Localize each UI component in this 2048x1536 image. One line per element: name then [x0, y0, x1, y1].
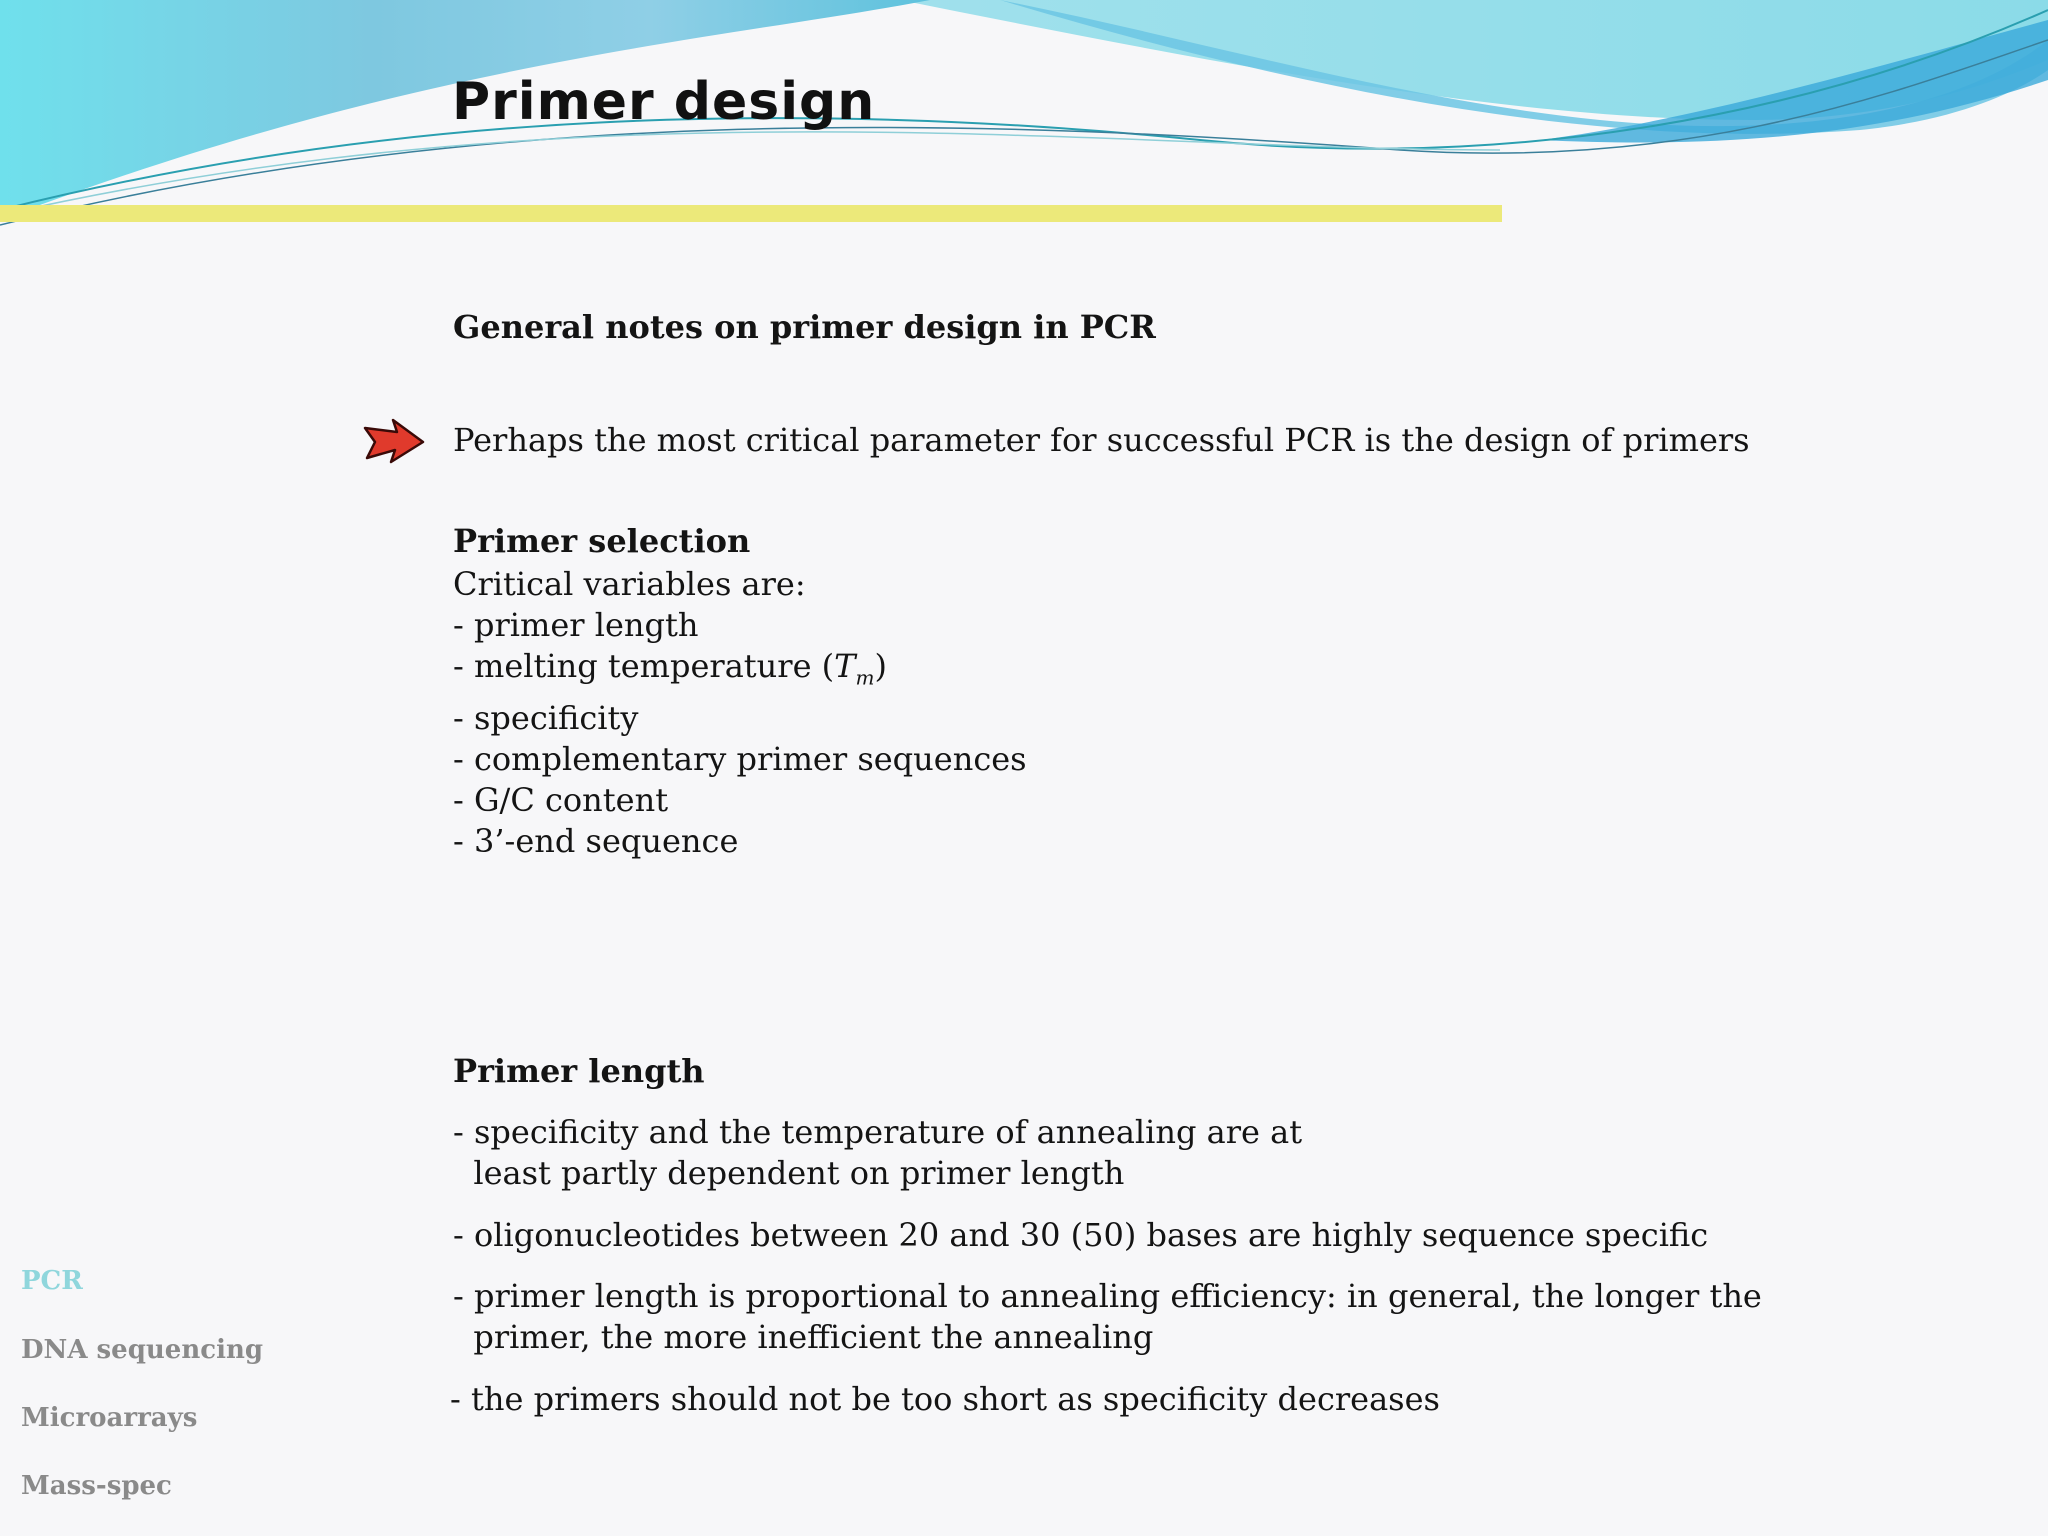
- slide-title: Primer design: [452, 72, 876, 132]
- primer-selection-list: [453, 564, 1027, 862]
- selection-intro: Critical variables are:: [453, 565, 806, 603]
- primer-length-point: - primer length is proportional to annealing efficiency: in general, the longer the primer, the more inefficient the annealing: [453, 1277, 1762, 1356]
- section-heading: General notes on primer design in PCR: [453, 308, 1156, 346]
- header-wave-banner: [0, 0, 2048, 240]
- primer-length-point: - oligonucleotides between 20 and 30 (50) bases are highly sequence specific: [453, 1216, 1709, 1254]
- nav-item-dna-sequencing[interactable]: DNA sequencing: [21, 1335, 264, 1365]
- primer-selection-heading: Primer selection: [453, 522, 751, 560]
- arrow-icon: [363, 418, 425, 464]
- primer-length-point: - the primers should not be too short as specificity decreases: [450, 1380, 1440, 1418]
- primer-length-point: - specificity and the temperature of annealing are at least partly dependent on primer length: [453, 1113, 1303, 1192]
- list-item: - primer length: [453, 606, 699, 644]
- list-item: - complementary primer sequences: [453, 740, 1027, 779]
- list-item: - specificity: [453, 699, 639, 738]
- key-point: Perhaps the most critical parameter for successful PCR is the design of primers: [453, 421, 1750, 459]
- list-item: - 3’-end sequence: [453, 822, 739, 861]
- list-item-melting-temperature: - melting temperature $(T_m)$: [453, 647, 887, 690]
- nav-item-mass-spec[interactable]: Mass-spec: [21, 1471, 172, 1501]
- primer-length-heading: Primer length: [453, 1052, 705, 1090]
- nav-item-pcr[interactable]: PCR: [21, 1266, 83, 1296]
- list-item: - G/C content: [453, 781, 669, 820]
- nav-item-microarrays[interactable]: Microarrays: [21, 1403, 198, 1433]
- accent-bar: [0, 205, 1502, 222]
